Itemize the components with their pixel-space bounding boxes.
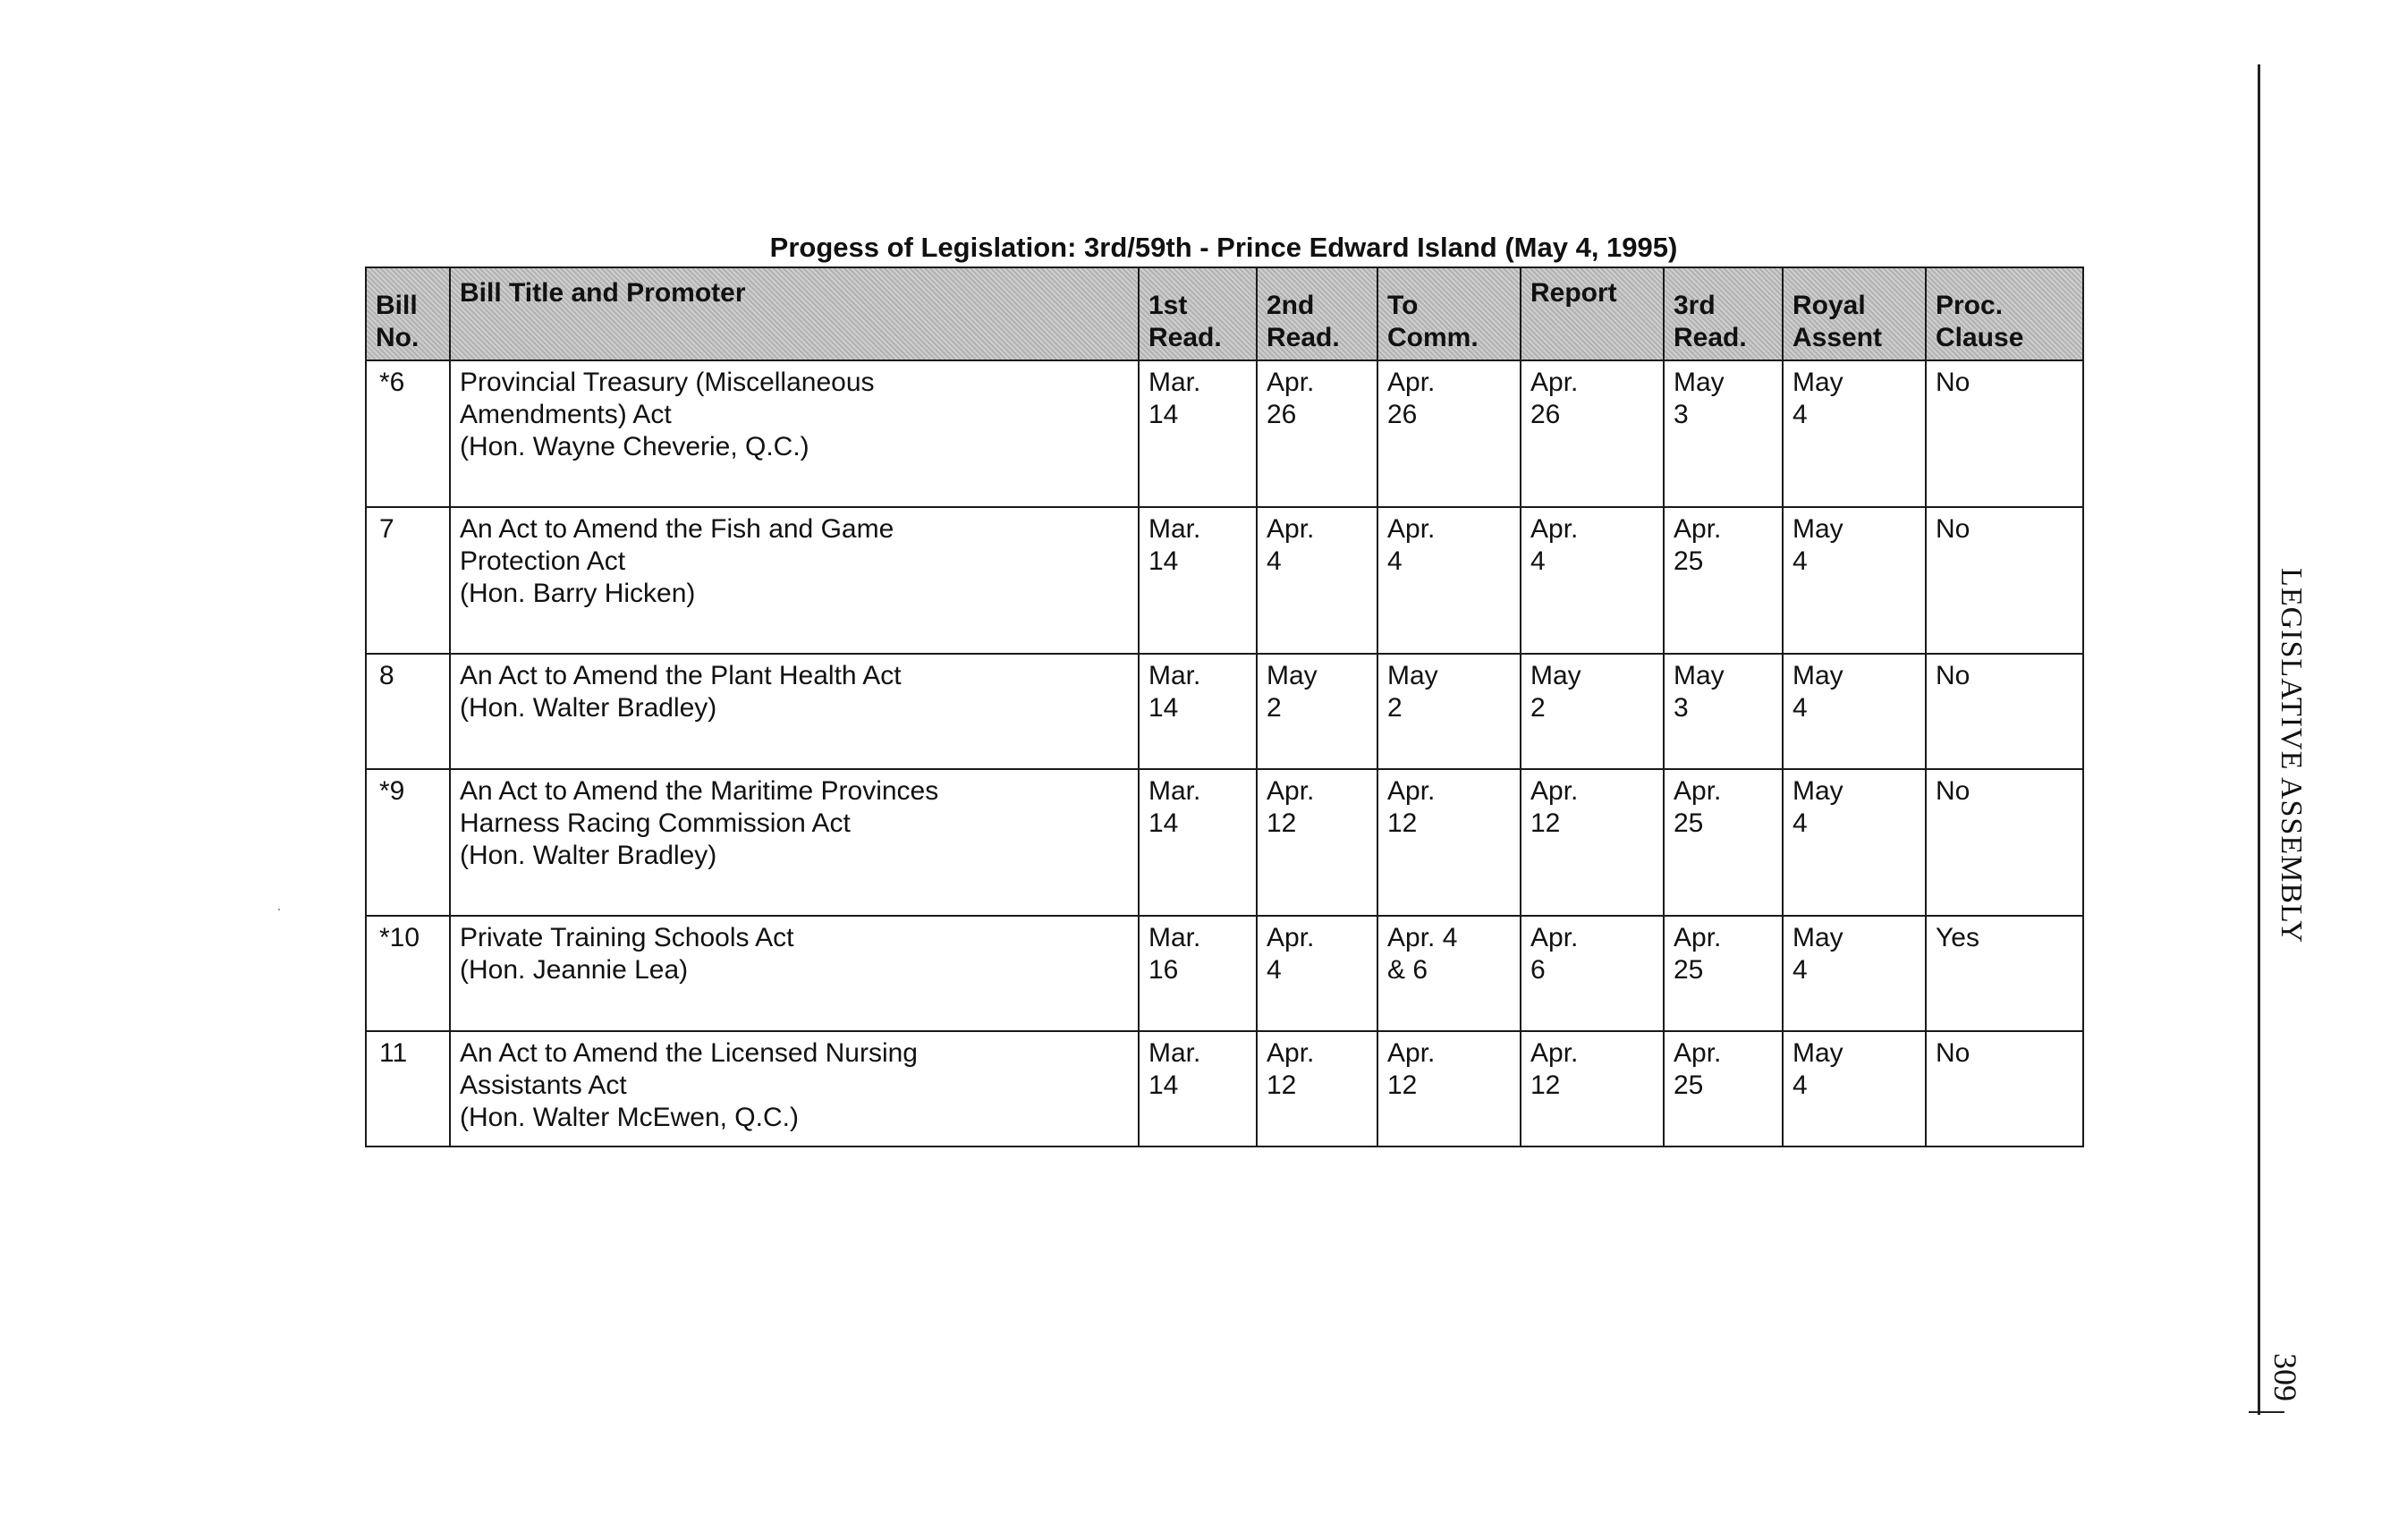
bill-number: *9 [366, 769, 450, 916]
header-royal-assent: Royal Assent [1783, 267, 1926, 360]
table-row [366, 507, 2083, 654]
to-committee-date: Apr. 26 [1377, 360, 1521, 507]
third-reading-date: Apr. 25 [1664, 507, 1783, 654]
report-date: Apr. 4 [1521, 507, 1664, 654]
bill-number: *10 [366, 916, 450, 1031]
header-third-reading: 3rd Read. [1664, 267, 1783, 360]
bill-title-promoter: An Act to Amend the Fish and Game Protection Act (Hon. Barry Hicken) [450, 507, 1139, 654]
royal-assent-date: May 4 [1783, 507, 1926, 654]
bill-title-promoter: Private Training Schools Act (Hon. Jeannie Lea) [450, 916, 1139, 1031]
bill-title-promoter: An Act to Amend the Maritime Provinces Harness Racing Commission Act (Hon. Walter Bradley) [450, 769, 1139, 916]
third-reading-date: Apr. 25 [1664, 916, 1783, 1031]
header-bill-title-promoter: Bill Title and Promoter [450, 267, 1139, 360]
report-date: May 2 [1521, 654, 1664, 769]
second-reading-date: Apr. 26 [1257, 360, 1377, 507]
header-proc-clause: Proc. Clause [1926, 267, 2083, 360]
header-report: Report [1521, 267, 1664, 360]
first-reading-date: Mar. 14 [1139, 1031, 1257, 1147]
header-first-reading: 1st Read. [1139, 267, 1257, 360]
proc-clause-value: No [1926, 654, 2083, 769]
bill-title-promoter: Provincial Treasury (Miscellaneous Amendments) Act (Hon. Wayne Cheverie, Q.C.) [450, 360, 1139, 507]
third-reading-date: Apr. 25 [1664, 1031, 1783, 1147]
bill-number: 11 [366, 1031, 450, 1147]
first-reading-date: Mar. 14 [1139, 507, 1257, 654]
header-second-reading: 2nd Read. [1257, 267, 1377, 360]
second-reading-date: Apr. 4 [1257, 507, 1377, 654]
proc-clause-value: No [1926, 769, 2083, 916]
royal-assent-date: May 4 [1783, 916, 1926, 1031]
bill-number: *6 [366, 360, 450, 507]
third-reading-date: May 3 [1664, 654, 1783, 769]
to-committee-date: Apr. 12 [1377, 769, 1521, 916]
header-row [366, 267, 2083, 360]
report-date: Apr. 6 [1521, 916, 1664, 1031]
bill-number: 7 [366, 507, 450, 654]
second-reading-date: Apr. 4 [1257, 916, 1377, 1031]
royal-assent-date: May 4 [1783, 1031, 1926, 1147]
third-reading-date: Apr. 25 [1664, 769, 1783, 916]
header-bill-no: Bill No. [366, 267, 450, 360]
proc-clause-value: No [1926, 360, 2083, 507]
table-row [366, 654, 2083, 769]
proc-clause-value: Yes [1926, 916, 2083, 1031]
header-to-committee: To Comm. [1377, 267, 1521, 360]
royal-assent-date: May 4 [1783, 654, 1926, 769]
to-committee-date: May 2 [1377, 654, 1521, 769]
second-reading-date: Apr. 12 [1257, 1031, 1377, 1147]
first-reading-date: Mar. 14 [1139, 360, 1257, 507]
table-row [366, 1031, 2083, 1147]
proc-clause-value: No [1926, 1031, 2083, 1147]
first-reading-date: Mar. 16 [1139, 916, 1257, 1031]
running-head: LEGISLATIVE ASSEMBLY [2275, 568, 2308, 943]
page-number: 309 [2267, 1353, 2303, 1401]
first-reading-date: Mar. 14 [1139, 654, 1257, 769]
legislation-progress-table [365, 267, 2084, 1147]
table-row [366, 769, 2083, 916]
margin-rule [2258, 64, 2260, 1415]
to-committee-date: Apr. 12 [1377, 1031, 1521, 1147]
second-reading-date: Apr. 12 [1257, 769, 1377, 916]
bill-title-promoter: An Act to Amend the Licensed Nursing Assistants Act (Hon. Walter McEwen, Q.C.) [450, 1031, 1139, 1147]
table-title: Progess of Legislation: 3rd/59th - Prince Edward Island (May 4, 1995) [769, 232, 1678, 263]
to-committee-date: Apr. 4 & 6 [1377, 916, 1521, 1031]
royal-assent-date: May 4 [1783, 360, 1926, 507]
table-row [366, 360, 2083, 507]
bill-number: 8 [366, 654, 450, 769]
to-committee-date: Apr. 4 [1377, 507, 1521, 654]
proc-clause-value: No [1926, 507, 2083, 654]
table-row [366, 916, 2083, 1031]
third-reading-date: May 3 [1664, 360, 1783, 507]
bill-title-promoter: An Act to Amend the Plant Health Act (Hon. Walter Bradley) [450, 654, 1139, 769]
scan-speck [278, 909, 280, 910]
report-date: Apr. 12 [1521, 1031, 1664, 1147]
second-reading-date: May 2 [1257, 654, 1377, 769]
report-date: Apr. 12 [1521, 769, 1664, 916]
report-date: Apr. 26 [1521, 360, 1664, 507]
royal-assent-date: May 4 [1783, 769, 1926, 916]
first-reading-date: Mar. 14 [1139, 769, 1257, 916]
